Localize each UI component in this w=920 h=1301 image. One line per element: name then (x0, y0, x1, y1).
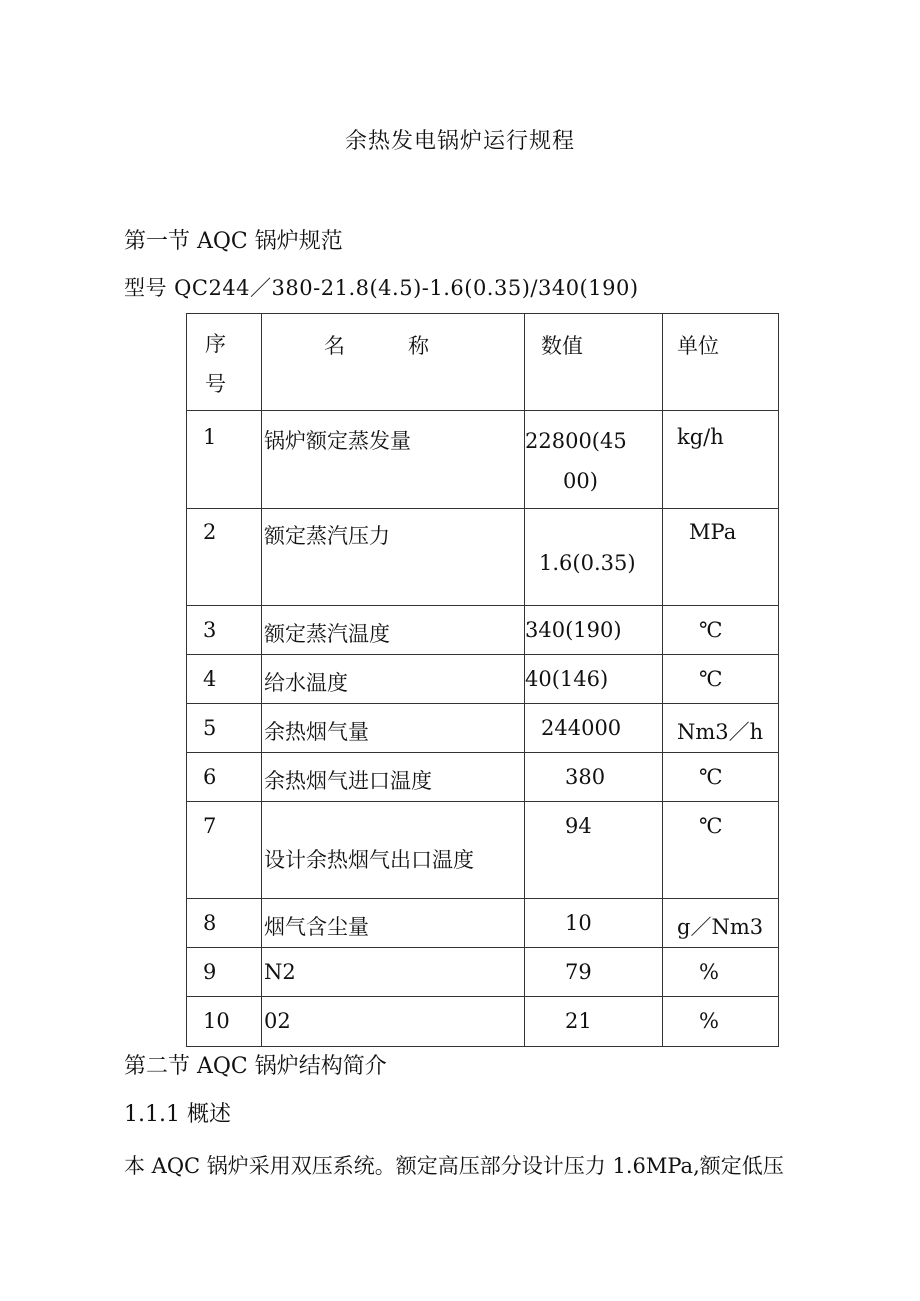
row-unit: g／Nm3 (677, 915, 764, 939)
table-row (187, 802, 779, 899)
header-value (525, 314, 663, 411)
table-row (187, 655, 779, 704)
row-unit: MPa (689, 520, 737, 544)
row-unit: Nm3／h (677, 720, 764, 744)
row-unit: ℃ (699, 667, 723, 691)
table-row (187, 948, 779, 997)
spec-table (186, 313, 779, 1047)
row-value: 40(146) (525, 667, 609, 691)
row-value: 380 (565, 765, 606, 789)
header-unit (663, 314, 779, 411)
table-row (187, 753, 779, 802)
row-name: 额定蒸汽温度 (264, 622, 390, 646)
row-value-line2: 00) (563, 469, 598, 493)
row-no: 9 (203, 960, 217, 984)
header-value-text: 数值 (541, 334, 583, 358)
row-name: N2 (264, 960, 296, 984)
row-unit: % (699, 960, 719, 984)
row-value: 79 (565, 960, 592, 984)
row-value: 94 (565, 814, 592, 838)
header-unit-text: 单位 (677, 334, 719, 358)
row-value: 21 (565, 1009, 592, 1033)
row-unit: % (699, 1009, 719, 1033)
row-no: 8 (203, 911, 217, 935)
model-line: 型号 QC244／380-21.8(4.5)-1.6(0.35)/340(190) (124, 276, 639, 300)
row-name: 给水温度 (264, 671, 348, 695)
row-value: 244000 (541, 716, 622, 740)
row-value: 1.6(0.35) (539, 551, 636, 575)
table-row (187, 411, 779, 509)
header-no (187, 314, 262, 411)
row-value-line1: 22800(45 (525, 429, 627, 453)
header-no-line1: 序 (205, 332, 226, 356)
table-row (187, 606, 779, 655)
row-no: 1 (203, 425, 217, 449)
row-name: 02 (264, 1009, 291, 1033)
row-name: 余热烟气量 (264, 720, 369, 744)
table-row (187, 997, 779, 1047)
row-no: 2 (203, 520, 217, 544)
table-header-row (187, 314, 779, 411)
header-name (262, 314, 525, 411)
row-unit: ℃ (699, 814, 723, 838)
row-name: 额定蒸汽压力 (264, 524, 390, 548)
row-unit: kg/h (677, 425, 724, 449)
row-no: 6 (203, 765, 217, 789)
row-name: 余热烟气进口温度 (264, 769, 432, 793)
row-name: 烟气含尘量 (264, 915, 369, 939)
row-no: 5 (203, 716, 217, 740)
row-no: 3 (203, 618, 217, 642)
section-heading-1: 第一节 AQC 锅炉规范 (124, 229, 343, 254)
row-no: 7 (203, 814, 217, 838)
header-no-line2: 号 (205, 372, 226, 396)
section-heading-2: 第二节 AQC 锅炉结构简介 (124, 1054, 387, 1079)
body-paragraph: 本 AQC 锅炉采用双压系统。额定高压部分设计压力 1.6MPa,额定低压 (124, 1154, 784, 1178)
row-unit: ℃ (699, 765, 723, 789)
header-name-text: 名 称 (324, 334, 429, 358)
table-row (187, 509, 779, 606)
table-row (187, 899, 779, 948)
row-name: 锅炉额定蒸发量 (264, 429, 411, 453)
row-name: 设计余热烟气出口温度 (264, 848, 474, 872)
row-unit: ℃ (699, 618, 723, 642)
row-no: 4 (203, 667, 217, 691)
subsection-heading: 1.1.1 概述 (124, 1102, 231, 1127)
row-value: 10 (565, 911, 592, 935)
document-title: 余热发电锅炉运行规程 (344, 129, 575, 154)
table-row (187, 704, 779, 753)
row-no: 10 (203, 1009, 230, 1033)
row-value: 340(190) (525, 618, 622, 642)
